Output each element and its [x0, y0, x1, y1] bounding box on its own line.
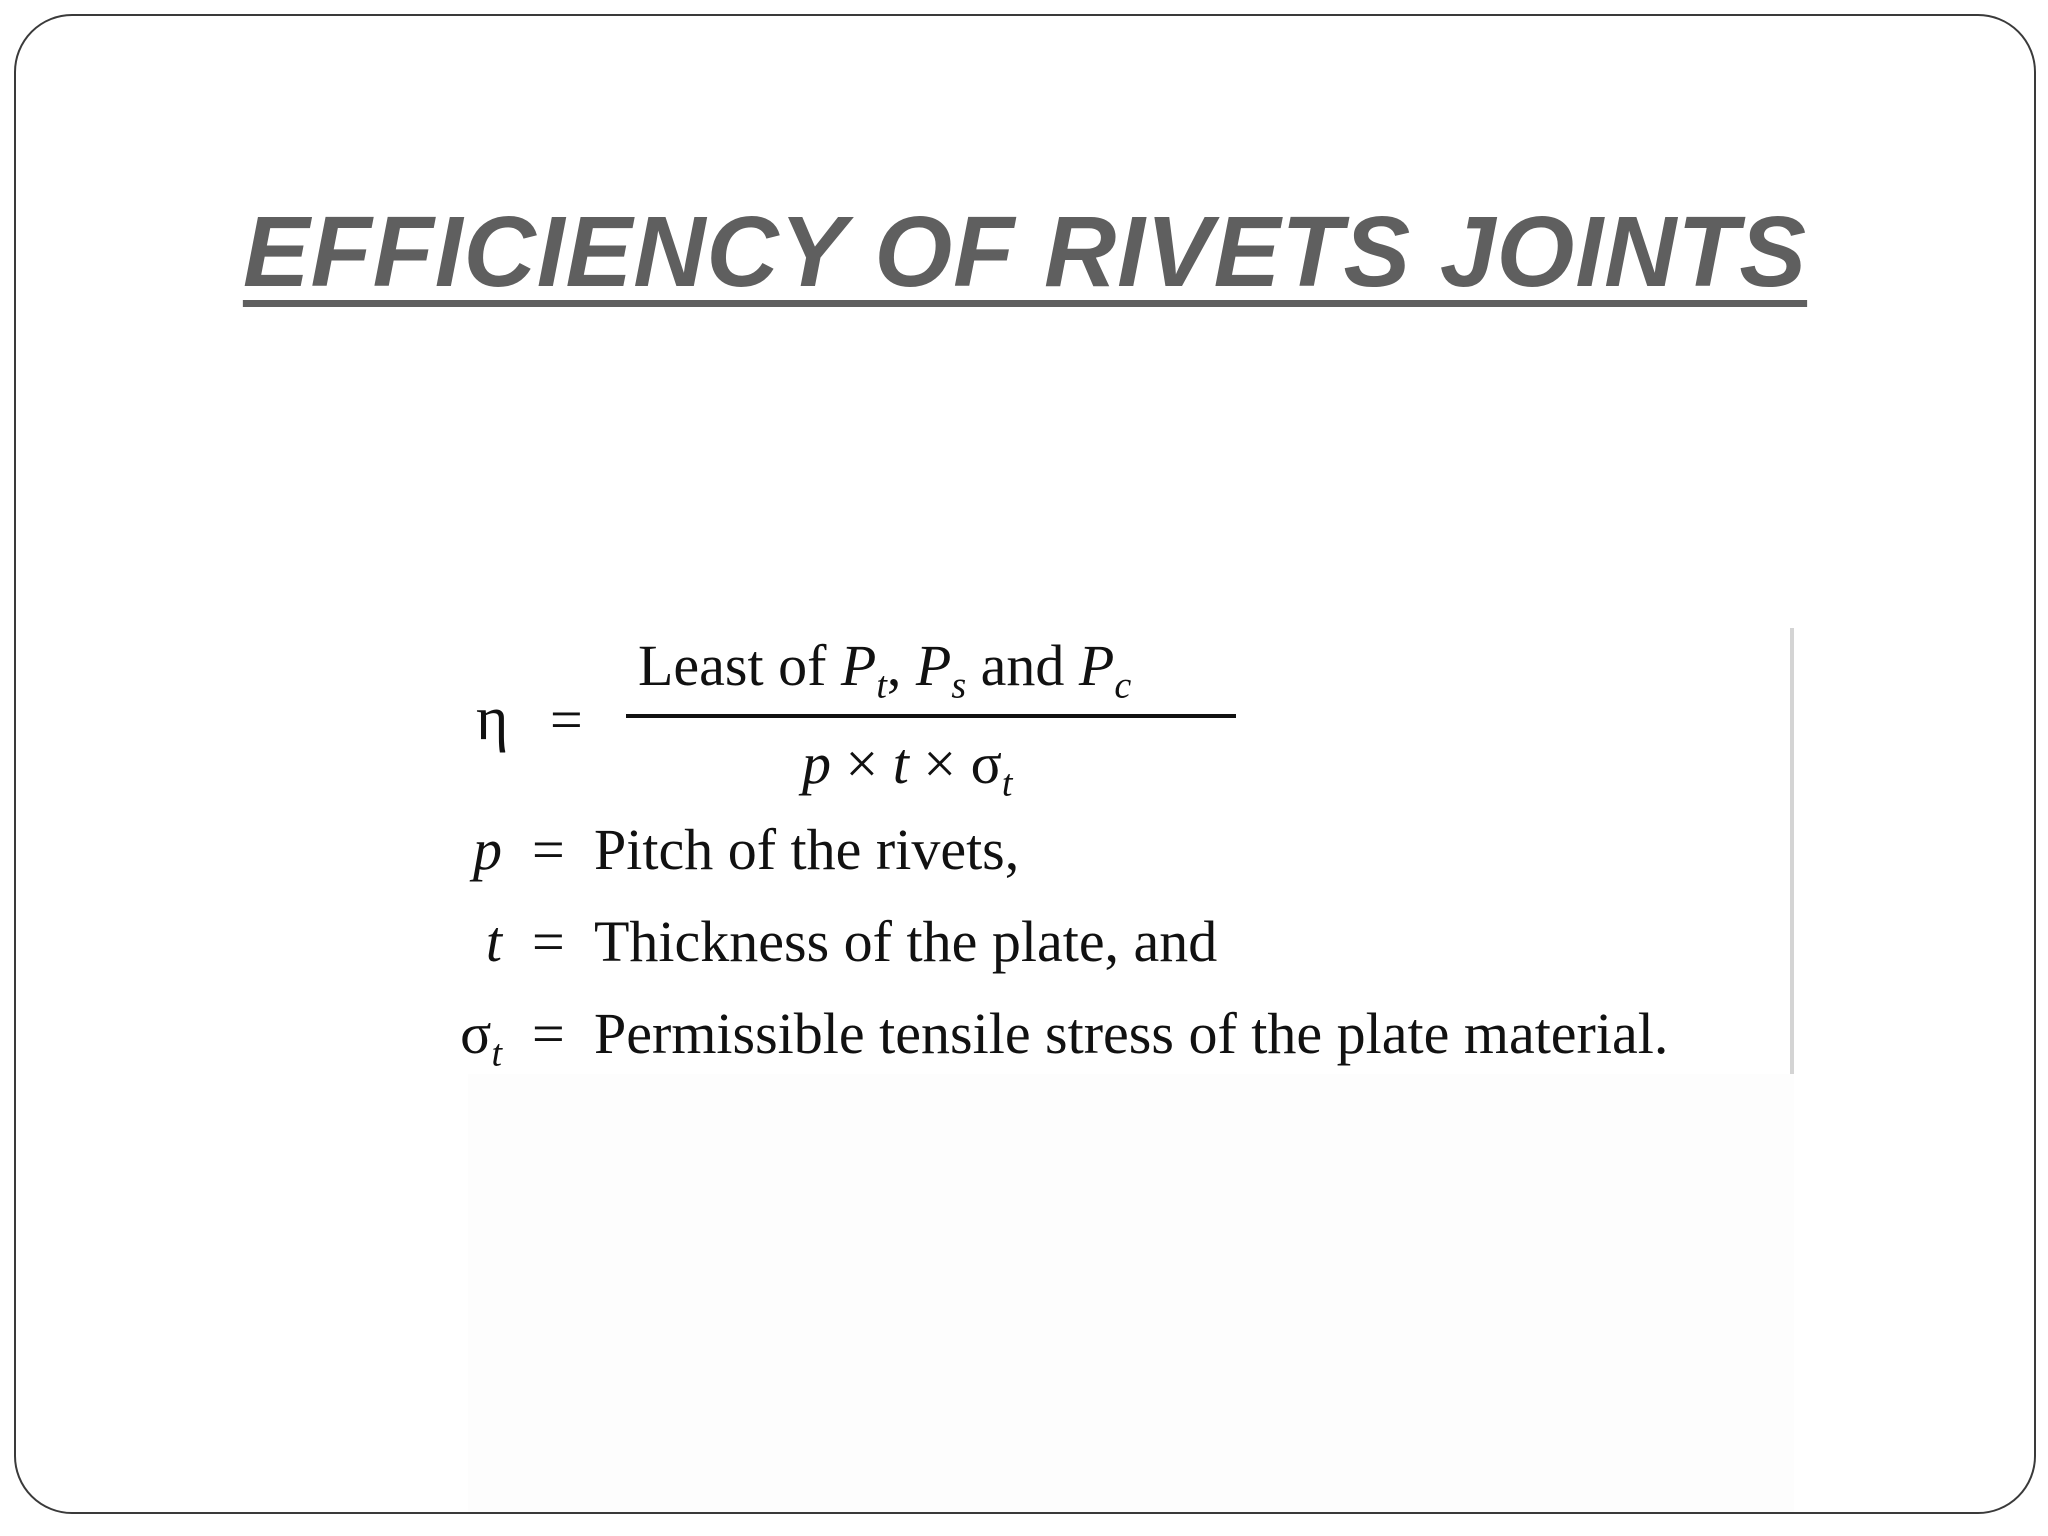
definition-equals-sign: = [532, 1001, 565, 1066]
formula-fraction [626, 628, 1234, 818]
definition-symbol: p [473, 817, 502, 882]
fraction-bar [626, 714, 1236, 718]
numerator-ps-symbol: P [915, 633, 952, 698]
denominator-times-2: × [923, 731, 957, 796]
formula-background [468, 1074, 1794, 1514]
definition-text: Thickness of the plate, and [594, 909, 1218, 974]
numerator-pc-symbol: P [1078, 633, 1115, 698]
denominator-thickness: t [892, 731, 909, 796]
numerator-pc-subscript: c [1114, 664, 1132, 707]
slide-title-text: EFFICIENCY OF RIVETS JOINTS [242, 196, 1808, 308]
numerator-text: Least of [638, 633, 827, 698]
definition-symbol: t [485, 909, 502, 974]
definition-sigma: σ [460, 1001, 492, 1066]
definition-equals-sign: = [532, 909, 565, 974]
denominator-sigma-subscript: t [1001, 762, 1013, 805]
slide [14, 14, 2036, 1514]
definition-sigma-subscript: t [491, 1032, 502, 1075]
denominator-sigma: σ [970, 731, 1002, 796]
numerator-pt-symbol: P [840, 633, 877, 698]
definition-equals-sign: = [532, 817, 565, 882]
numerator-pt-subscript: t [876, 664, 887, 707]
definition-text: Pitch of the rivets, [594, 817, 1020, 882]
definition-symbol [434, 1000, 502, 1076]
numerator-and: and [980, 633, 1065, 698]
formula-image [434, 628, 1794, 1074]
slide-title [16, 192, 2034, 312]
numerator-ps-subscript: s [951, 664, 967, 707]
formula-denominator [802, 730, 1012, 806]
formula-equals-sign: = [550, 687, 583, 752]
denominator-pitch: p [802, 731, 831, 796]
denominator-times-1: × [845, 731, 879, 796]
efficiency-symbol: η [476, 685, 509, 753]
numerator-comma: , [886, 633, 902, 698]
formula-numerator [638, 632, 1131, 708]
definition-text: Permissible tensile stress of the plate material. [594, 1001, 1669, 1066]
